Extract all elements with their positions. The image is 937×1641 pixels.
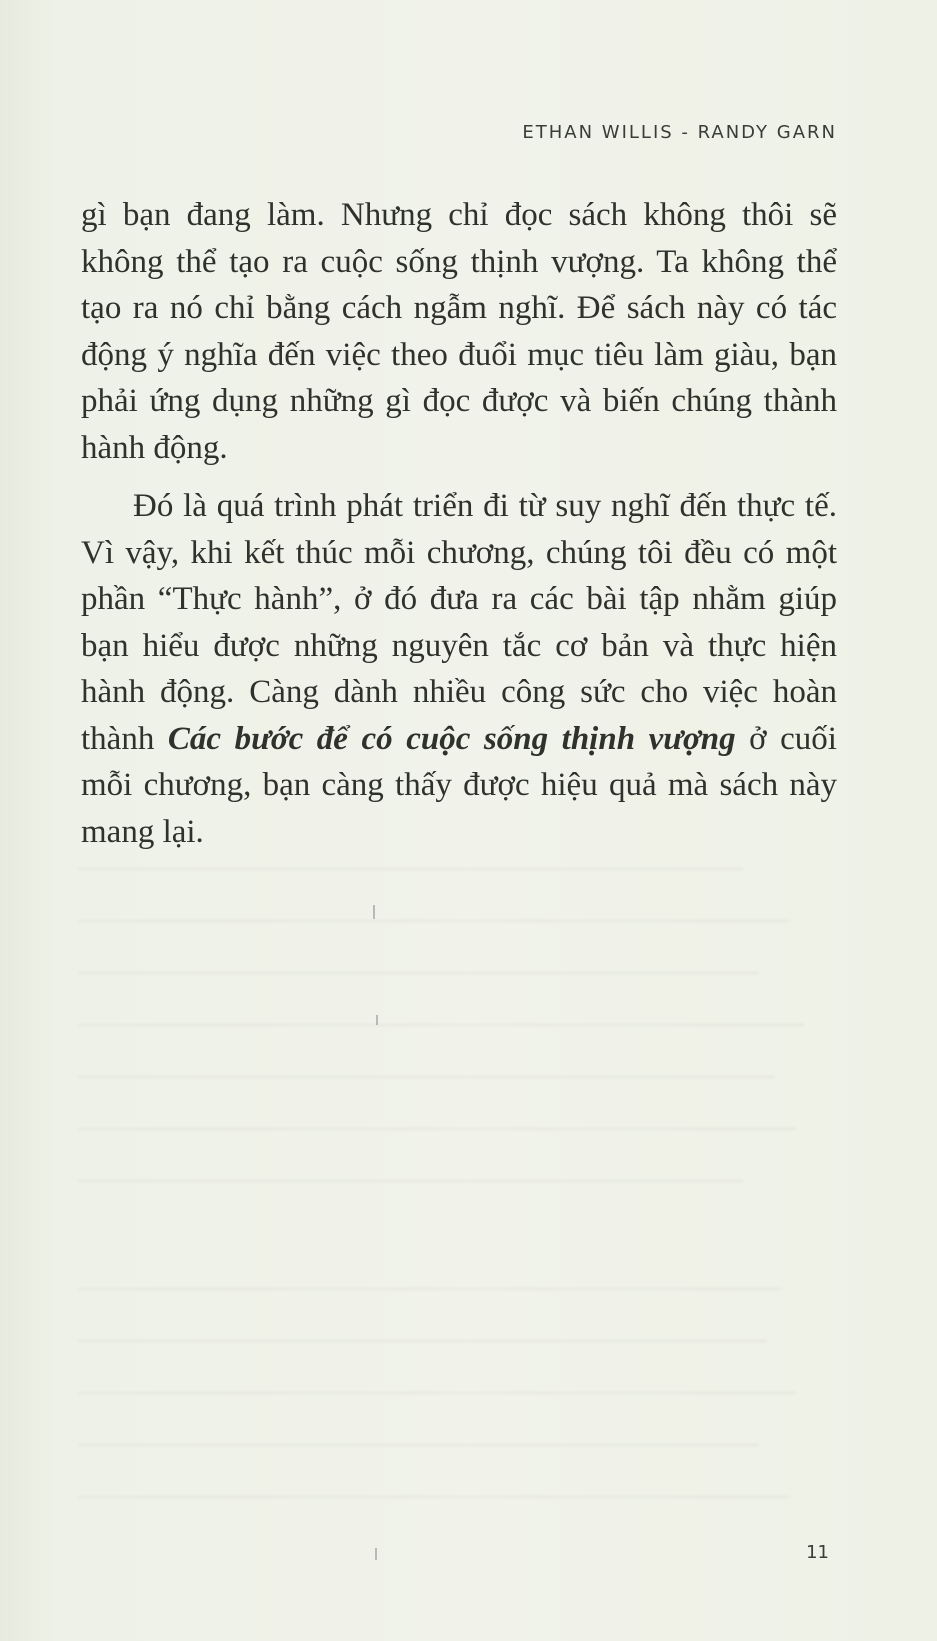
- paragraph-1: gì bạn đang làm. Nhưng chỉ đọc sách không thôi sẽ không thể tạo ra cuộc sống thịnh vượng. Ta không thể tạo ra nó chỉ bằng cách ngẫm nghĩ. Để sách này có tác động ý nghĩa đến việc theo đuổi mục tiêu làm giàu, bạn phải ứng dụng những gì đọc được và biến chúng thành hành động.: [81, 197, 837, 466]
- paragraph-2: [81, 483, 837, 855]
- paragraph-2-text-before: Đó là quá trình phát triển đi từ suy nghĩ đến thực tế. Vì vậy, khi kết thúc mỗi chương, chúng tôi đều có một phần “Thực hành”, ở đó đưa ra các bài tập nhằm giúp bạn hiểu được những nguyên tắc cơ bản và thực hiện hành động. Càng dành nhiều công sức cho việc hoàn thành: [81, 488, 837, 757]
- paper-fleck: [375, 1548, 377, 1560]
- paper-fleck: [376, 1015, 378, 1025]
- paragraph-2-text-after: ở cuối mỗi chương, bạn càng thấy được hiệu quả mà sách này mang lại.: [81, 720, 837, 850]
- page-number: 11: [806, 1542, 829, 1563]
- show-through-texture: [78, 822, 834, 1502]
- body-text: [81, 192, 837, 855]
- emphasis-section-title: Các bước để có cuộc sống thịnh vượng: [167, 720, 736, 757]
- running-head: ETHAN WILLIS - RANDY GARN: [522, 122, 837, 143]
- paper-fleck: [373, 905, 375, 919]
